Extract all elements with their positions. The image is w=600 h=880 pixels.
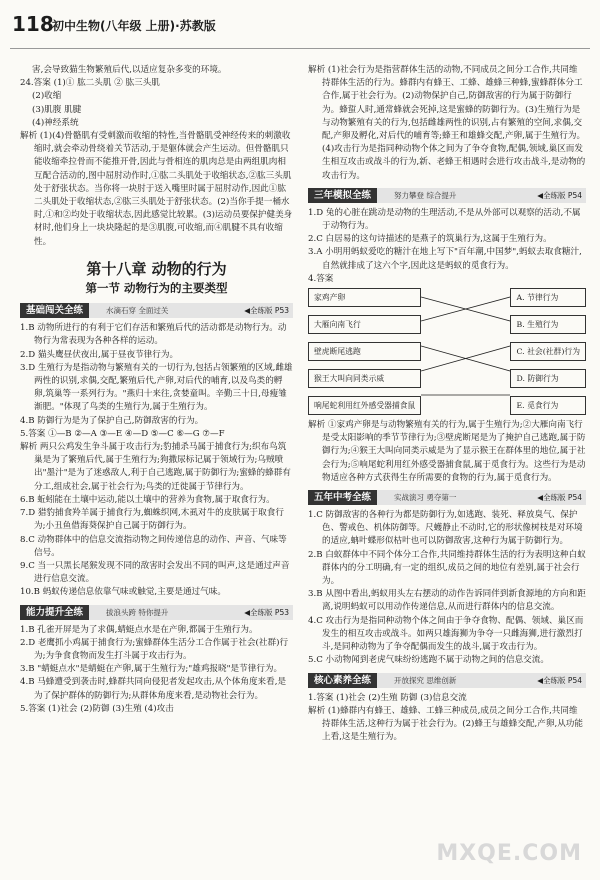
- explanation: 解析 (1)蜂群内有蜂王、雄蜂、工蜂三种成员,成员之间分工合作,共同维持群体生活,这种行为属于社会行为。(2)蜂王与雄蜂交配,产卵,从功能上看,这是生殖行为。: [308, 705, 583, 743]
- match-left-item: 猴王大叫向同类示威: [308, 369, 421, 388]
- answer-item: 4.B 马蜂遭受到袭击时,蜂群共同向侵犯者发起攻击,从个体角度来看,是为了保护群体的防御行为;从群体角度来看,是动物社会行为。: [20, 677, 287, 701]
- answer-item: 5.答案 ①—B ②—A ③—E ④—D ⑤—C ⑥—G ⑦—F: [20, 428, 225, 439]
- answer-item: 3.A 小明用蚂蚁爱吃的糖汁在地上写下"百年潮,中国梦",蚂蚁去取食糖汁,自然就排成了这六个字,因此这是蚂蚁的觅食行为。: [308, 247, 582, 271]
- answer-item: 4.答案: [308, 273, 334, 284]
- answer-item: 6.B 蚯蚓能在土壤中运动,能以土壤中的营养为食物,属于取食行为。: [20, 494, 275, 505]
- right-column: [308, 64, 586, 744]
- section-title: 第一节 动物行为的主要类型: [85, 281, 228, 296]
- page-number: 118: [12, 12, 54, 36]
- band-subtitle: 拔浪头跨 特你提升: [106, 607, 169, 617]
- answer-item: 4.B 防御行为是为了保护自己,防御敌害的行为。: [20, 415, 204, 426]
- band-page-ref: ◀全练版 P53: [244, 607, 289, 617]
- page-header: [10, 8, 590, 49]
- answer-line: (3)肌腹 肌腱: [32, 104, 82, 115]
- explanation: 解析 (1)社会行为是指营群体生活的动物,不同成员之间分工合作,共同维持群体生活的行为。蜂群内有蜂王、工蜂、雄蜂三种蜂,蜜蜂群体分工合作,属于社会行为。(2)动物保护自己,防御敌害的行为属于防御行为。蜂蜇人时,通常蜂就会死掉,这是蜜蜂的防御行为。(3)生殖行为是与动物繁殖有关的行为,包括雌雄两性的识别,占有繁殖的空间,求偶,交配,产卵及孵化,对后代的哺育等;蜂王和雄蜂交配,产卵,属于生殖行为。(4)攻击行为是指同种动物个体之间为了争夺食物,配偶,领域,巢区而发生相互攻击或战斗的行为,新、老蜂王相遇时会进行攻击战斗,是动物的攻击行为。: [308, 65, 586, 181]
- band-page-ref: ◀全练版 P54: [537, 493, 582, 503]
- match-left-item: 大雁向南飞行: [308, 315, 421, 334]
- band-page-ref: ◀全练版 P53: [244, 306, 289, 316]
- section-band-basic: [20, 303, 293, 318]
- match-left-item: 响尾蛇利用红外感受器捕食鼠: [308, 396, 421, 415]
- answer-item: 5.答案 (1)社会 (2)防御 (3)生殖 (4)攻击: [20, 703, 174, 714]
- band-title: 五年中考全练: [308, 490, 377, 505]
- explanation: 解析 两只公鸡发生争斗属于攻击行为;豹捕杀马属于捕食行为;织布鸟筑巢是为了繁殖后代,属于生殖行为;狗撒尿标记属于领域行为;乌贼喷出"墨汁"是为了迷惑敌人,利于自己逃跑,属于防御行为;蜜蜂的蜂群有分工,组成社会,属于社会行为;鸟类的迁徙属于节律行为。: [20, 442, 291, 492]
- match-right-item: D. 防御行为: [510, 369, 586, 388]
- section-band-mock: [308, 188, 586, 203]
- answer-item: 2.C 白居易的这句诗描述的是燕子的筑巢行为,这属于生殖行为。: [308, 234, 552, 245]
- watermark: MXQE.COM: [436, 841, 582, 866]
- band-subtitle: 水滴石穿 全面过关: [106, 306, 169, 316]
- section-band-core: [308, 673, 586, 688]
- match-right-item: B. 生殖行为: [510, 315, 586, 334]
- answer-item: 2.D 猫头鹰昼伏夜出,属于昼夜节律行为。: [20, 349, 179, 360]
- answer-line: 24.答案 (1)① 肱二头肌 ② 肱三头肌: [20, 78, 160, 89]
- answer-line: (2)收缩: [32, 91, 62, 102]
- answer-line: (4)神经系统: [32, 117, 79, 128]
- section-band-ability: [20, 605, 293, 620]
- answer-item: 8.C 动物群体中的信息交流指动物之间传递信息的动作、声音、气味等信号。: [20, 534, 287, 558]
- answer-item: 1.B 动物所进行的有利于它们存活和繁殖后代的活动都是动物行为。动物行为常表现为各种各样的运动。: [20, 323, 287, 347]
- match-right-item: C. 社会(社群)行为: [510, 342, 586, 361]
- answer-item: 10.B 蚂蚁传递信息依靠气味或触觉,主要是通过气味。: [20, 587, 226, 598]
- answer-item: 1.D 兔的心脏在跳动是动物的生理活动,不是从外部可以观察的活动,不属于动物行为。: [308, 207, 581, 232]
- band-title: 能力提升全练: [20, 605, 89, 620]
- match-left-item: 家鸡产卵: [308, 288, 421, 307]
- match-right-item: E. 觅食行为: [510, 396, 586, 415]
- section-band-exam: [308, 490, 586, 505]
- answer-item: 7.D 猎豹捕食羚羊属于捕食行为,蜘蛛织网,木虱对牛的皮肤属于取食行为;小丑鱼借海葵保护自己属于防御行为。: [20, 508, 284, 532]
- match-right-item: A. 节律行为: [510, 288, 586, 307]
- explanation: 解析 ①家鸡产卵是与动物繁殖有关的行为,属于生殖行为;②大雁向南飞行是受太阳影响的季节节律行为;③壁虎断尾是为了掩护自己逃跑,属于防御行为;④猴王大叫向同类示威是为了显示猴王在群体里的地位,属于社会行为;⑤响尾蛇利用红外感受器捕食鼠,属于觅食行为。这些行为是动物适应各种方式获得生存所需要的食物的行为,属于觅食行为。: [308, 420, 586, 483]
- band-title: 三年模拟全练: [308, 188, 377, 203]
- matching-diagram: [308, 288, 586, 415]
- answer-item: 3.D 生殖行为是指动物与繁殖有关的一切行为,包括占领繁殖的区域,雌雄两性的识别,求偶,交配,繁殖后代,产卵,对后代的哺育,以及鸟类的孵卵,筑巢等一系列行为。"燕归十来往,贪婪童叫。辛勤三十日,母瘦雏渐肥。"体现了鸟类的生殖行为,属于生殖行为。: [20, 362, 293, 413]
- left-column: [20, 64, 293, 716]
- answer-item: 1.B 孔雀开屏是为了求偶,蜻蜓点水是在产卵,都属于生殖行为。: [20, 624, 258, 635]
- band-page-ref: ◀全练版 P54: [537, 675, 582, 685]
- answer-item: 1.C 防御敌害的各种行为都是防御行为,如逃跑、装死、释放臭气、保护色、警戒色、机体防御等。尺蠖静止不动时,它的形状像树枝是对环境的适应,蚺叶蝶形似枯叶也可以防御敌害,这种行为属于防御行为。: [308, 510, 583, 547]
- match-lines: [421, 288, 510, 400]
- answer-item: 2.D 老鹰抓小鸡属于捕食行为;蜜蜂群体生活分工合作属于社会(社群)行为;为争食食物而发生打斗属于攻击行为。: [20, 637, 289, 661]
- answer-item: 2.B 白蚁群体中不同个体分工合作,共同维持群体生活的行为表明这种白蚁群体内的分工明确,有一定的组织,成员之间的地位有差别,属于社会行为。: [308, 549, 586, 587]
- answer-item: 9.C 当一只黑长尾猴发现不同的敌害时会发出不同的叫声,这是通过声音进行信息交流。: [20, 560, 290, 585]
- band-subtitle: 努力攀登 综合提升: [394, 190, 457, 200]
- chapter-title: 第十八章 动物的行为: [86, 259, 227, 278]
- answer-item: 5.C 小动物闻到老虎气味纷纷逃跑不属于动物之间的信息交流。: [308, 655, 549, 666]
- band-subtitle: 实战演习 勇夺第一: [394, 493, 457, 503]
- book-title: 初中生物(八年级 上册)·苏教版: [52, 19, 216, 33]
- answer-item: 4.C 攻击行为是指同种动物个体之间由于争夺食物、配偶、领域、巢区而发生的相互攻击或战斗。如两只雄海狮为争夺一只雌海狮,进行激烈打斗,是同种动物为了争夺配偶而发生的战斗,属于攻击行为。: [308, 615, 584, 653]
- band-page-ref: ◀全练版 P54: [537, 190, 582, 200]
- match-right-list: [510, 288, 586, 415]
- explanation: 解析 (1)(4)骨骼肌有受刺激而收缩的特性,当骨骼肌受神经传来的刺激收缩时,就会牵动骨绕着关节活动,于是躯体就会产生运动。但骨骼肌只能收缩牵拉骨而不能推开骨,因此与骨相连的肌肉总是由两组肌肉相互配合活动的,图中屈肘动作时,①肱二头肌处于收缩状态,②肱三头肌处于舒张状态。当你将一块肘于送入嘴里时属于屈肘动作,因此①肱二头肌处于收缩状态,②肱三头肌处于舒张状态。(2)当你手提一桶水时,①和②均处于收缩状态,因此感觉比较累。(3)运动员要保护健美身材时,他们身上一块块隆起的是③肌腹,可收缩,而④肌腱不具有收缩性。: [20, 131, 293, 247]
- match-left-item: 壁虎断尾逃跑: [308, 342, 421, 361]
- match-left-list: [308, 288, 421, 415]
- answer-item: 1.答案 (1)社会 (2)生殖 防御 (3)信息交流: [308, 692, 467, 703]
- band-title: 基础闯关全练: [20, 303, 89, 318]
- answer-item: 3.B "蜻蜓点水"是蜻蜓在产卵,属于生殖行为;"雄鸡报晓"是节律行为。: [20, 664, 283, 675]
- band-title: 核心素养全练: [308, 673, 377, 688]
- band-subtitle: 开放探究 思维创新: [394, 675, 457, 685]
- continued-text: 害,会导致猫生物繁殖后代,以适应复杂多变的环境。: [32, 65, 227, 75]
- answer-item: 3.B 从图中看出,蚂蚁用头左右摆动的动作告诉同伴到新食源地的方向和距离,说明蚂蚁可以用动作传递信息,从而进行群体内的信息交流。: [308, 589, 586, 613]
